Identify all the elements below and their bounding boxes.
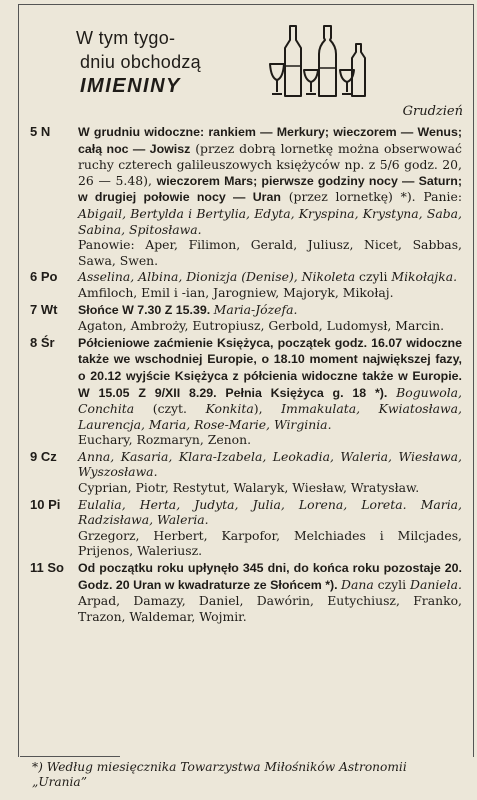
- text-run: Arpad, Damazy, Daniel, Dawórin, Eutychiusz, Franko, Trazon, Waldemar, Wojmir.: [78, 593, 462, 624]
- header: [18, 4, 472, 110]
- text-run: (czyt.: [134, 401, 206, 417]
- day-label: 8 Śr: [30, 334, 55, 350]
- day-events: [78, 124, 462, 237]
- text-run: czyli: [355, 269, 392, 285]
- female-names: Mikołajka.: [391, 269, 458, 285]
- text-run: Agaton, Ambroży, Eutropiusz, Gerbold, Ludomysł, Marcin.: [78, 318, 445, 334]
- text-run: Grzegorz, Herbert, Karpofor, Melchiades i Milcjades, Prijenos, Waleriusz.: [78, 527, 462, 559]
- day-names: [78, 480, 462, 496]
- text-run: (przez lornetkę) *). Panie:: [280, 189, 462, 205]
- bottles-and-glasses-icon: [266, 24, 366, 100]
- female-names: Asselina, Albina, Dionizja (Denise), Nikoleta: [78, 269, 356, 285]
- day-label: 5 N: [30, 124, 51, 139]
- text-run: ),: [253, 401, 282, 417]
- footnote-divider: [20, 756, 120, 757]
- day-names: [78, 285, 462, 301]
- header-line-1: W tym tygo-: [76, 28, 176, 48]
- wine-glass-icon: [304, 70, 318, 94]
- day-label: 11 So: [30, 560, 64, 576]
- text-run: Cyprian, Piotr, Restytut, Walaryk, Wiesław, Wratysław.: [78, 480, 420, 496]
- day-events: [78, 269, 462, 285]
- day-events: [78, 449, 462, 480]
- day-label: 6 Po: [30, 269, 58, 285]
- text-run: czyli: [373, 576, 411, 592]
- header-line-2: dniu obchodzą: [80, 52, 201, 72]
- day-events: [78, 497, 462, 528]
- female-names: Konkita: [205, 401, 254, 417]
- text-run: (przez dobrą lornetkę można obserwować ruchy czterech galileuszowych księżyców np. z 5/6 godz. 20, 26 — 5.48),: [78, 140, 462, 188]
- female-names: Eulalia, Herta, Judyta, Julia, Lorena, Loreta. Maria, Radzisława, Waleria.: [78, 496, 462, 528]
- event-text: wieczorem Mars; pierwsze godziny nocy — Saturn; w drugiej połowie nocy — Uran: [78, 173, 462, 205]
- day-content: [78, 497, 462, 559]
- day-label: 9 Cz: [30, 448, 57, 464]
- day-content: [78, 269, 462, 300]
- female-names: Maria-Józefa.: [213, 301, 298, 317]
- event-text: Półcieniowe zaćmienie Księżyca, początek godz. 16.07 widoczne także we wschodniej Europie, o 18.10 moment największej fazy, o 20.12 wyjście Księżyca z półcienia widoczne także w Europie. W 15.05 Z 9/XII 8.29. Pełnia Księżyca g. 18 *).: [78, 335, 462, 400]
- female-names: Daniela.: [410, 576, 462, 592]
- day-content: [78, 302, 462, 334]
- day-names: [78, 237, 462, 268]
- female-names: Boguwola, Conchita: [78, 384, 462, 417]
- day-entry: [30, 560, 462, 624]
- event-text: Słońce W 7.30 Z 15.39.: [78, 302, 214, 317]
- text-run: Amfiloch, Emil i -ian, Jarogniew, Majoryk, Mikołaj.: [78, 284, 394, 300]
- bottle-icon: [285, 26, 301, 96]
- day-entry: [30, 302, 462, 334]
- day-events: [78, 302, 462, 319]
- text-run: Euchary, Rozmaryn, Zenon.: [78, 432, 252, 448]
- event-text: Od początku roku upłynęło 345 dni, do końca roku pozostaje 20. Godz. 20 Uran w kwadraturze ze Słońcem *).: [78, 561, 462, 592]
- female-names: Immakulata, Kwiatosława, Laurencja, Maria, Rose-Marie, Wirginia.: [78, 401, 462, 432]
- day-entry: [30, 497, 462, 559]
- day-content: [78, 124, 462, 268]
- bottle-icon: [319, 26, 336, 96]
- day-names: [78, 593, 462, 624]
- day-label: 7 Wt: [30, 301, 58, 317]
- day-entries: [30, 124, 462, 625]
- day-content: [78, 335, 462, 448]
- text-run: Panowie: Aper, Filimon, Gerald, Juliusz, Nicet, Sabbas, Sawa, Swen.: [78, 237, 462, 268]
- wine-glass-icon: [270, 64, 284, 94]
- day-names: [78, 528, 462, 559]
- month-label: Grudzień: [402, 104, 463, 119]
- day-entry: [30, 269, 462, 300]
- day-label: 10 Pi: [30, 496, 61, 512]
- female-names: Anna, Kasaria, Klara-Izabela, Leokadia, Waleria, Wiesława, Wyszosława.: [78, 448, 462, 480]
- day-names: [78, 318, 462, 334]
- day-content: [78, 449, 462, 496]
- female-names: Abigail, Bertylda i Bertylia, Edyta, Kryspina, Krystyna, Saba, Sabina, Spitosława.: [78, 205, 462, 237]
- female-names: Dana: [341, 576, 374, 592]
- event-text: W grudniu widoczne: rankiem — Merkury; wieczorem — Wenus; całą noc — Jowisz: [78, 125, 462, 156]
- footnote: *) Według miesięcznika Towarzystwa Miłośników Astronomii „Urania”: [32, 760, 407, 789]
- day-names: [78, 432, 462, 448]
- day-events: [78, 335, 462, 433]
- header-title: IMIENINY: [80, 75, 181, 97]
- day-entry: [30, 124, 462, 268]
- day-events: [78, 560, 462, 593]
- day-entry: [30, 449, 462, 496]
- day-entry: [30, 335, 462, 448]
- day-content: [78, 560, 462, 624]
